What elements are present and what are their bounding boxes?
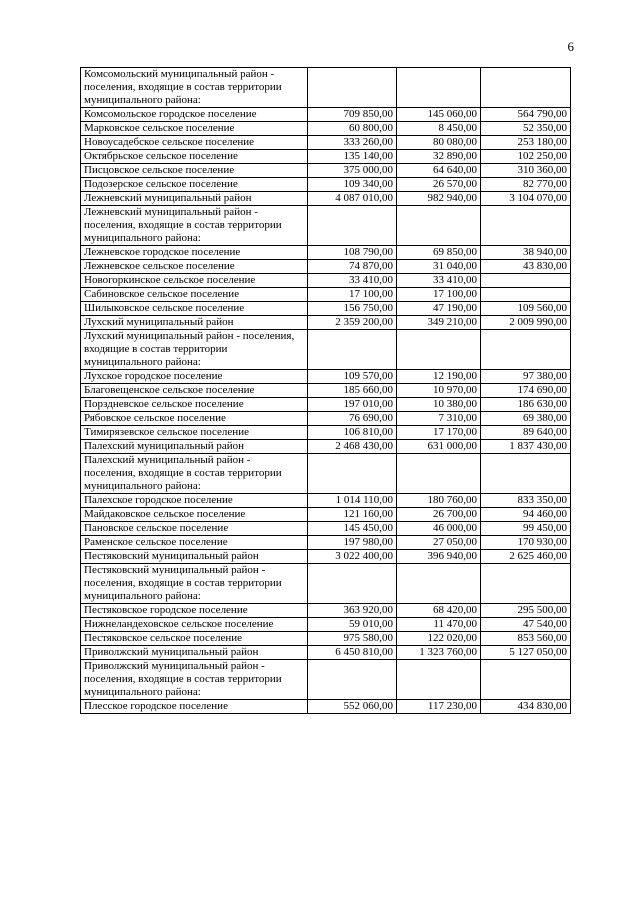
row-value-1-cell: 60 800,00 bbox=[308, 122, 397, 136]
row-name-cell: Подозерское сельское поселение bbox=[81, 178, 308, 192]
row-value-2-cell: 46 000,00 bbox=[397, 522, 481, 536]
row-name-cell: Раменское сельское поселение bbox=[81, 536, 308, 550]
row-value-1-cell: 333 260,00 bbox=[308, 136, 397, 150]
row-value-3-cell: 2 625 460,00 bbox=[481, 550, 571, 564]
table-row bbox=[81, 550, 571, 564]
row-value-1-cell: 185 660,00 bbox=[308, 384, 397, 398]
row-value-1-cell: 3 022 400,00 bbox=[308, 550, 397, 564]
row-value-1-cell bbox=[308, 330, 397, 370]
row-name-cell: Лежневское сельское поселение bbox=[81, 260, 308, 274]
row-value-2-cell: 145 060,00 bbox=[397, 108, 481, 122]
row-value-1-cell: 109 340,00 bbox=[308, 178, 397, 192]
row-value-1-cell: 109 570,00 bbox=[308, 370, 397, 384]
table-row bbox=[81, 454, 571, 494]
table-body bbox=[81, 68, 571, 714]
row-value-2-cell: 11 470,00 bbox=[397, 618, 481, 632]
row-name-cell: Новогоркинское сельское поселение bbox=[81, 274, 308, 288]
row-value-1-cell: 6 450 810,00 bbox=[308, 646, 397, 660]
row-value-2-cell bbox=[397, 660, 481, 700]
table-row bbox=[81, 122, 571, 136]
row-value-1-cell: 33 410,00 bbox=[308, 274, 397, 288]
row-value-2-cell: 349 210,00 bbox=[397, 316, 481, 330]
row-value-1-cell: 2 468 430,00 bbox=[308, 440, 397, 454]
row-value-1-cell: 74 870,00 bbox=[308, 260, 397, 274]
table-row bbox=[81, 494, 571, 508]
row-value-1-cell: 1 014 110,00 bbox=[308, 494, 397, 508]
table-row bbox=[81, 246, 571, 260]
row-value-3-cell: 434 830,00 bbox=[481, 700, 571, 714]
table-row bbox=[81, 302, 571, 316]
row-value-3-cell bbox=[481, 454, 571, 494]
row-name-cell: Новоусадебское сельское поселение bbox=[81, 136, 308, 150]
row-value-2-cell bbox=[397, 454, 481, 494]
table-row bbox=[81, 384, 571, 398]
row-value-2-cell: 26 570,00 bbox=[397, 178, 481, 192]
row-value-3-cell: 52 350,00 bbox=[481, 122, 571, 136]
row-value-1-cell bbox=[308, 660, 397, 700]
row-value-1-cell: 197 980,00 bbox=[308, 536, 397, 550]
row-value-3-cell bbox=[481, 206, 571, 246]
row-value-3-cell: 109 560,00 bbox=[481, 302, 571, 316]
row-value-2-cell bbox=[397, 330, 481, 370]
table-row bbox=[81, 260, 571, 274]
row-value-3-cell bbox=[481, 68, 571, 108]
row-name-cell: Пановское сельское поселение bbox=[81, 522, 308, 536]
row-value-3-cell bbox=[481, 660, 571, 700]
row-value-3-cell: 1 837 430,00 bbox=[481, 440, 571, 454]
row-value-1-cell: 709 850,00 bbox=[308, 108, 397, 122]
table-row bbox=[81, 604, 571, 618]
table-row bbox=[81, 660, 571, 700]
row-name-cell: Комсомольский муниципальный район - поселения, входящие в состав территории муниципального района: bbox=[81, 68, 308, 108]
row-value-1-cell: 197 010,00 bbox=[308, 398, 397, 412]
row-value-2-cell: 12 190,00 bbox=[397, 370, 481, 384]
row-value-1-cell: 975 580,00 bbox=[308, 632, 397, 646]
row-name-cell: Октябрьское сельское поселение bbox=[81, 150, 308, 164]
table-row bbox=[81, 618, 571, 632]
row-value-2-cell: 69 850,00 bbox=[397, 246, 481, 260]
row-value-2-cell: 117 230,00 bbox=[397, 700, 481, 714]
row-value-1-cell: 363 920,00 bbox=[308, 604, 397, 618]
row-value-2-cell: 10 380,00 bbox=[397, 398, 481, 412]
row-value-2-cell: 26 700,00 bbox=[397, 508, 481, 522]
table-row bbox=[81, 68, 571, 108]
row-name-cell: Марковское сельское поселение bbox=[81, 122, 308, 136]
row-value-3-cell: 853 560,00 bbox=[481, 632, 571, 646]
row-value-3-cell: 170 930,00 bbox=[481, 536, 571, 550]
row-name-cell: Лухский муниципальный район bbox=[81, 316, 308, 330]
row-value-1-cell: 4 087 010,00 bbox=[308, 192, 397, 206]
row-value-3-cell: 2 009 990,00 bbox=[481, 316, 571, 330]
row-value-2-cell: 8 450,00 bbox=[397, 122, 481, 136]
row-value-3-cell: 295 500,00 bbox=[481, 604, 571, 618]
row-value-3-cell: 47 540,00 bbox=[481, 618, 571, 632]
row-value-1-cell: 76 690,00 bbox=[308, 412, 397, 426]
row-value-3-cell: 102 250,00 bbox=[481, 150, 571, 164]
row-value-3-cell bbox=[481, 330, 571, 370]
table-row bbox=[81, 700, 571, 714]
row-name-cell: Писцовское сельское поселение bbox=[81, 164, 308, 178]
row-name-cell: Тимирязевское сельское поселение bbox=[81, 426, 308, 440]
table-row bbox=[81, 508, 571, 522]
row-name-cell: Пестяковский муниципальный район - поселения, входящие в состав территории муниципального района: bbox=[81, 564, 308, 604]
table-row bbox=[81, 440, 571, 454]
row-name-cell: Сабиновское сельское поселение bbox=[81, 288, 308, 302]
row-value-3-cell: 310 360,00 bbox=[481, 164, 571, 178]
row-name-cell: Пестяковское сельское поселение bbox=[81, 632, 308, 646]
row-value-2-cell: 396 940,00 bbox=[397, 550, 481, 564]
row-value-1-cell: 375 000,00 bbox=[308, 164, 397, 178]
row-value-2-cell: 32 890,00 bbox=[397, 150, 481, 164]
row-name-cell: Лухский муниципальный район - поселения, входящие в состав территории муниципального района: bbox=[81, 330, 308, 370]
table-row bbox=[81, 426, 571, 440]
row-value-2-cell bbox=[397, 564, 481, 604]
row-name-cell: Приволжский муниципальный район - поселения, входящие в состав территории муниципального района: bbox=[81, 660, 308, 700]
row-value-3-cell: 82 770,00 bbox=[481, 178, 571, 192]
table-row bbox=[81, 178, 571, 192]
row-name-cell: Палехский муниципальный район bbox=[81, 440, 308, 454]
table-row bbox=[81, 536, 571, 550]
row-value-2-cell: 17 100,00 bbox=[397, 288, 481, 302]
table-row bbox=[81, 370, 571, 384]
row-value-3-cell bbox=[481, 274, 571, 288]
table-row bbox=[81, 108, 571, 122]
row-value-2-cell: 17 170,00 bbox=[397, 426, 481, 440]
row-value-2-cell: 10 970,00 bbox=[397, 384, 481, 398]
table-row bbox=[81, 164, 571, 178]
row-value-1-cell bbox=[308, 68, 397, 108]
row-value-1-cell: 59 010,00 bbox=[308, 618, 397, 632]
row-value-2-cell: 68 420,00 bbox=[397, 604, 481, 618]
row-value-2-cell: 47 190,00 bbox=[397, 302, 481, 316]
row-value-2-cell: 122 020,00 bbox=[397, 632, 481, 646]
row-value-3-cell: 564 790,00 bbox=[481, 108, 571, 122]
row-name-cell: Порздневское сельское поселение bbox=[81, 398, 308, 412]
row-value-3-cell: 253 180,00 bbox=[481, 136, 571, 150]
row-value-2-cell: 982 940,00 bbox=[397, 192, 481, 206]
row-name-cell: Майдаковское сельское поселение bbox=[81, 508, 308, 522]
row-value-3-cell: 174 690,00 bbox=[481, 384, 571, 398]
table-row bbox=[81, 412, 571, 426]
row-name-cell: Пестяковский муниципальный район bbox=[81, 550, 308, 564]
row-value-2-cell: 80 080,00 bbox=[397, 136, 481, 150]
row-value-1-cell: 156 750,00 bbox=[308, 302, 397, 316]
table-row bbox=[81, 632, 571, 646]
row-value-3-cell: 833 350,00 bbox=[481, 494, 571, 508]
row-name-cell: Лухское городское поселение bbox=[81, 370, 308, 384]
table-row bbox=[81, 316, 571, 330]
row-value-2-cell: 631 000,00 bbox=[397, 440, 481, 454]
row-value-3-cell bbox=[481, 288, 571, 302]
row-value-1-cell bbox=[308, 454, 397, 494]
row-value-1-cell: 17 100,00 bbox=[308, 288, 397, 302]
row-value-2-cell bbox=[397, 206, 481, 246]
row-value-1-cell bbox=[308, 206, 397, 246]
table-row bbox=[81, 330, 571, 370]
row-name-cell: Нижнеландеховское сельское поселение bbox=[81, 618, 308, 632]
table-row bbox=[81, 206, 571, 246]
row-value-3-cell bbox=[481, 564, 571, 604]
table-row bbox=[81, 150, 571, 164]
row-value-1-cell: 135 140,00 bbox=[308, 150, 397, 164]
row-value-2-cell: 27 050,00 bbox=[397, 536, 481, 550]
row-name-cell: Лежневское городское поселение bbox=[81, 246, 308, 260]
row-value-3-cell: 99 450,00 bbox=[481, 522, 571, 536]
row-value-3-cell: 89 640,00 bbox=[481, 426, 571, 440]
row-name-cell: Лежневский муниципальный район - поселения, входящие в состав территории муниципального района: bbox=[81, 206, 308, 246]
row-value-1-cell: 108 790,00 bbox=[308, 246, 397, 260]
table-row bbox=[81, 136, 571, 150]
row-value-3-cell: 43 830,00 bbox=[481, 260, 571, 274]
row-value-1-cell: 121 160,00 bbox=[308, 508, 397, 522]
table-row bbox=[81, 564, 571, 604]
row-value-3-cell: 94 460,00 bbox=[481, 508, 571, 522]
table-row bbox=[81, 398, 571, 412]
table-row bbox=[81, 522, 571, 536]
row-value-2-cell: 64 640,00 bbox=[397, 164, 481, 178]
table-row bbox=[81, 646, 571, 660]
row-value-1-cell: 106 810,00 bbox=[308, 426, 397, 440]
row-name-cell: Палехское городское поселение bbox=[81, 494, 308, 508]
row-value-3-cell: 5 127 050,00 bbox=[481, 646, 571, 660]
table-row bbox=[81, 192, 571, 206]
row-name-cell: Рябовское сельское поселение bbox=[81, 412, 308, 426]
row-value-2-cell: 1 323 760,00 bbox=[397, 646, 481, 660]
row-name-cell: Плесское городское поселение bbox=[81, 700, 308, 714]
row-value-2-cell: 31 040,00 bbox=[397, 260, 481, 274]
row-name-cell: Лежневский муниципальный район bbox=[81, 192, 308, 206]
row-value-1-cell: 552 060,00 bbox=[308, 700, 397, 714]
row-value-2-cell bbox=[397, 68, 481, 108]
row-value-3-cell: 186 630,00 bbox=[481, 398, 571, 412]
row-value-3-cell: 3 104 070,00 bbox=[481, 192, 571, 206]
row-name-cell: Приволжский муниципальный район bbox=[81, 646, 308, 660]
row-name-cell: Благовещенское сельское поселение bbox=[81, 384, 308, 398]
row-value-3-cell: 69 380,00 bbox=[481, 412, 571, 426]
row-value-2-cell: 180 760,00 bbox=[397, 494, 481, 508]
row-name-cell: Шилыковское сельское поселение bbox=[81, 302, 308, 316]
row-value-2-cell: 33 410,00 bbox=[397, 274, 481, 288]
row-value-1-cell bbox=[308, 564, 397, 604]
page-number: 6 bbox=[567, 39, 574, 54]
table-row bbox=[81, 274, 571, 288]
row-value-1-cell: 2 359 200,00 bbox=[308, 316, 397, 330]
row-value-1-cell: 145 450,00 bbox=[308, 522, 397, 536]
row-value-2-cell: 7 310,00 bbox=[397, 412, 481, 426]
table-row bbox=[81, 288, 571, 302]
row-name-cell: Комсомольское городское поселение bbox=[81, 108, 308, 122]
row-name-cell: Пестяковское городское поселение bbox=[81, 604, 308, 618]
row-value-3-cell: 38 940,00 bbox=[481, 246, 571, 260]
budget-table bbox=[80, 67, 571, 714]
row-name-cell: Палехский муниципальный район - поселения, входящие в состав территории муниципального района: bbox=[81, 454, 308, 494]
row-value-3-cell: 97 380,00 bbox=[481, 370, 571, 384]
